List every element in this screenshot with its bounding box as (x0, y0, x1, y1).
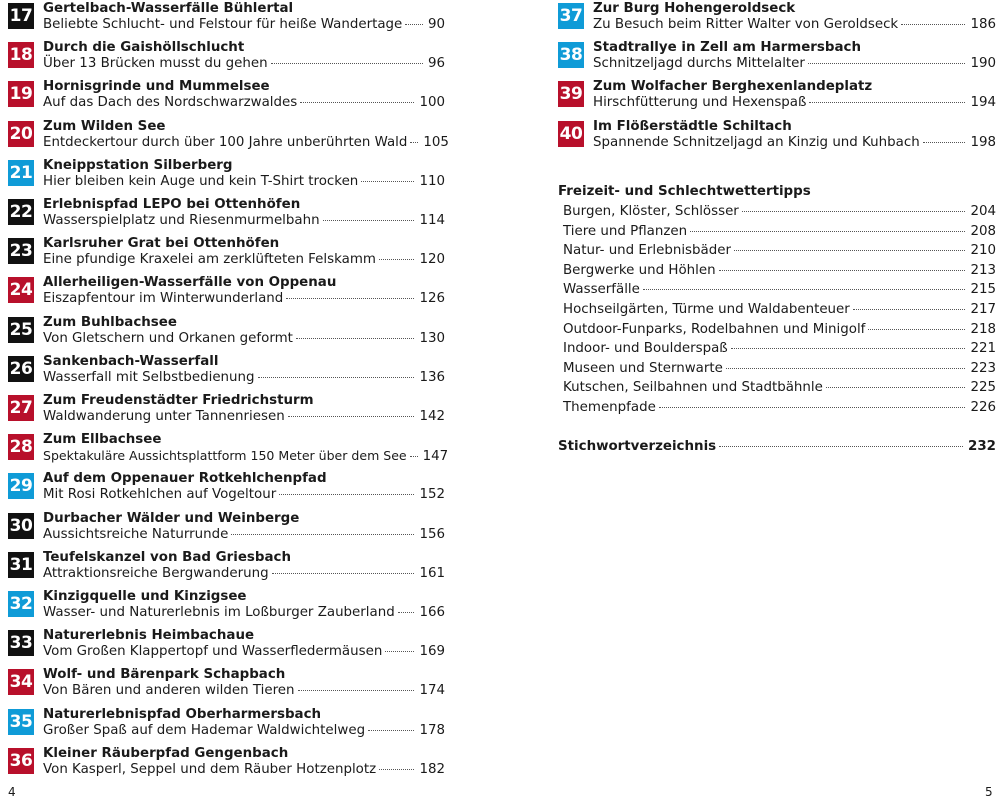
dot-leader (643, 289, 966, 290)
tour-subline (43, 134, 449, 151)
tip-label: Tiere und Pflanzen (563, 223, 688, 239)
toc-entry-25[interactable] (8, 314, 445, 350)
tip-label: Natur- und Erlebnisbäder (563, 243, 731, 259)
tour-number-badge: 39 (558, 81, 584, 107)
tip-page-number: 215 (970, 282, 996, 298)
tour-subtitle: Schnitzeljagd durchs Mittelalter (593, 56, 805, 72)
tour-subline (43, 643, 445, 660)
tour-number-badge: 25 (8, 317, 34, 343)
toc-entry-35[interactable] (8, 706, 445, 742)
dot-leader (288, 416, 415, 417)
tip-page-number: 208 (970, 223, 996, 239)
tour-subtitle: Hier bleiben kein Auge und kein T-Shirt trocken (43, 173, 359, 189)
tour-page-number: 147 (422, 449, 449, 465)
tour-subtitle: Wasserspielplatz und Riesenmurmelbahn (43, 213, 320, 228)
tour-subline (43, 565, 445, 582)
tour-title: Kinzigquelle und Kinzigsee (43, 589, 247, 604)
toc-entry-33[interactable] (8, 627, 445, 663)
tour-title: Gertelbach-Wasserfälle Bühlertal (43, 1, 294, 16)
tour-title: Im Flößerstädtle Schiltach (593, 118, 792, 134)
tour-subtitle: Zu Besuch beim Ritter Walter von Geroldseck (593, 17, 899, 32)
toc-entry-20[interactable] (8, 118, 449, 154)
tips-heading: Freizeit- und Schlechtwettertipps (558, 184, 811, 199)
tour-subline (43, 486, 445, 503)
tour-subtitle: Über 13 Brücken musst du gehen (43, 56, 268, 72)
page-number-right: 5 (985, 785, 993, 799)
tip-entry[interactable] (563, 399, 996, 416)
tip-label: Outdoor-Funparks, Rodelbahnen und Minigolf (563, 321, 866, 337)
tip-label: Hochseilgärten, Türme und Waldabenteuer (563, 302, 850, 317)
toc-entry-21[interactable] (8, 157, 445, 193)
tour-page-number: 136 (419, 369, 445, 385)
tour-subline (43, 408, 445, 425)
tour-subline (593, 94, 996, 111)
tour-number-badge: 32 (8, 591, 34, 617)
toc-entry-32[interactable] (8, 588, 445, 624)
tour-page-number: 166 (419, 605, 445, 620)
tour-subtitle: Beliebte Schlucht- und Felstour für heiße Wandertage (43, 17, 403, 32)
dot-leader (398, 612, 415, 613)
tour-number-badge: 17 (8, 3, 34, 29)
tour-subline (43, 173, 445, 190)
toc-entry-19[interactable] (8, 78, 445, 114)
tour-subtitle: Wasser- und Naturerlebnis im Loßburger Zauberland (43, 605, 395, 620)
tour-subtitle: Hirschfütterung und Hexenspaß (593, 95, 807, 111)
toc-entry-34[interactable] (8, 666, 445, 702)
tour-number-badge: 23 (8, 238, 34, 264)
tour-subline (43, 447, 449, 465)
tip-label: Indoor- und Boulderspaß (563, 341, 728, 357)
tip-label: Museen und Sternwarte (563, 360, 723, 376)
tip-entry[interactable] (563, 281, 996, 298)
tour-number-badge: 29 (8, 473, 34, 499)
dot-leader (379, 259, 415, 260)
toc-entry-38[interactable] (558, 39, 996, 75)
tour-page-number: 156 (419, 526, 445, 542)
tip-label: Burgen, Klöster, Schlösser (563, 204, 739, 219)
toc-entry-29[interactable] (8, 470, 445, 506)
tour-subtitle: Mit Rosi Rotkehlchen auf Vogeltour (43, 487, 277, 503)
tour-subtitle: Von Gletschern und Orkanen geformt (43, 330, 293, 346)
tour-number-badge: 33 (8, 630, 34, 656)
tour-number-badge: 22 (8, 199, 34, 225)
dot-leader (271, 63, 423, 64)
tour-title: Zum Buhlbachsee (43, 314, 177, 330)
tour-subline (43, 16, 445, 33)
tip-entry[interactable] (563, 242, 996, 259)
tour-subline (43, 682, 445, 699)
tour-page-number: 161 (419, 565, 445, 581)
dot-leader (690, 231, 965, 232)
tour-subtitle: Entdeckertour durch über 100 Jahre unberührten Wald (43, 134, 408, 150)
tour-page-number: 174 (419, 683, 445, 699)
tour-subline (43, 55, 445, 72)
tour-number-badge: 38 (558, 42, 584, 68)
tour-title: Durch die Gaishöllschlucht (43, 40, 245, 56)
tip-page-number: 221 (970, 341, 996, 357)
tip-label: Kutschen, Seilbahnen und Stadtbähnle (563, 380, 823, 396)
tour-page-number: 152 (419, 487, 445, 503)
dot-leader (734, 250, 965, 251)
dot-leader (286, 298, 414, 299)
tip-label: Themenpfade (563, 400, 656, 415)
tour-subline (43, 290, 445, 307)
tour-page-number: 90 (427, 17, 445, 32)
toc-entry-37[interactable] (558, 0, 996, 36)
dot-leader (410, 142, 418, 143)
tour-subline (43, 369, 445, 386)
tour-title: Durbacher Wälder und Weinberge (43, 510, 300, 526)
toc-entry-23[interactable] (8, 235, 445, 271)
dot-leader (300, 102, 414, 103)
tour-page-number: 96 (427, 56, 445, 72)
tour-subline (593, 134, 996, 151)
toc-entry-18[interactable] (8, 39, 445, 75)
toc-entry-31[interactable] (8, 549, 445, 585)
tour-number-badge: 26 (8, 356, 34, 382)
tour-subline (43, 212, 445, 229)
tip-label: Wasserfälle (563, 282, 640, 298)
dot-leader (901, 24, 965, 25)
tour-number-badge: 28 (8, 434, 34, 460)
tour-number-badge: 20 (8, 121, 34, 147)
tour-number-badge: 27 (8, 395, 34, 421)
index-label: Stichwortverzeichnis (558, 439, 717, 454)
toc-entry-40[interactable] (558, 118, 996, 154)
toc-entry-36[interactable] (8, 745, 445, 781)
dot-leader (808, 63, 966, 64)
dot-leader (385, 651, 414, 652)
tour-title: Sankenbach-Wasserfall (43, 353, 219, 369)
toc-entry-39[interactable] (558, 78, 996, 114)
tour-subline (593, 55, 996, 72)
dot-leader (361, 181, 414, 182)
toc-entry-22[interactable] (8, 196, 445, 232)
tour-title: Karlsruher Grat bei Ottenhöfen (43, 236, 280, 252)
toc-entry-28[interactable] (8, 431, 449, 467)
tour-subtitle: Wasserfall mit Selbstbedienung (43, 369, 255, 385)
tour-title: Teufelskanzel von Bad Griesbach (43, 549, 291, 565)
tip-page-number: 213 (970, 262, 996, 278)
dot-leader (826, 387, 966, 388)
tour-number-badge: 40 (558, 121, 584, 147)
tour-subline (43, 251, 445, 268)
tour-title: Zum Ellbachsee (43, 432, 162, 448)
tour-page-number: 169 (419, 644, 445, 660)
tip-page-number: 225 (970, 380, 996, 396)
tour-subtitle: Auf das Dach des Nordschwarzwaldes (43, 95, 298, 111)
tour-title: Stadtrallye in Zell am Harmersbach (593, 40, 861, 56)
tour-number-badge: 30 (8, 513, 34, 539)
tip-entry[interactable] (563, 360, 996, 377)
tip-page-number: 204 (970, 204, 996, 219)
dot-leader (809, 102, 965, 103)
dot-leader (296, 338, 415, 339)
dot-leader (379, 769, 414, 770)
tour-page-number: 178 (419, 722, 445, 738)
tour-number-badge: 37 (558, 3, 584, 29)
tour-page-number: 120 (419, 252, 445, 268)
tour-page-number: 182 (419, 761, 445, 777)
tour-subline (593, 16, 996, 33)
tour-subtitle: Eine pfundige Kraxelei am zerklüfteten Felskamm (43, 252, 376, 268)
toc-entry-30[interactable] (8, 510, 445, 546)
dot-leader (368, 730, 414, 731)
tour-page-number: 194 (970, 95, 996, 111)
dot-leader (731, 348, 966, 349)
tour-subline (43, 722, 445, 739)
dot-leader (231, 534, 414, 535)
toc-entry-24[interactable] (8, 274, 445, 310)
tip-entry[interactable] (563, 223, 996, 240)
dot-leader (323, 220, 415, 221)
tour-title: Kleiner Räuberpfad Gengenbach (43, 745, 289, 761)
tour-title: Wolf- und Bärenpark Schapbach (43, 667, 286, 683)
dot-leader (410, 456, 418, 457)
tour-title: Auf dem Oppenauer Rotkehlchenpfad (43, 471, 327, 487)
tip-page-number: 223 (970, 360, 996, 376)
tour-title: Zum Wilden See (43, 118, 166, 134)
tour-page-number: 105 (423, 134, 449, 150)
dot-leader (298, 690, 415, 691)
tip-page-number: 217 (970, 302, 996, 317)
tour-number-badge: 36 (8, 748, 34, 774)
tour-subline (43, 94, 445, 111)
tour-subtitle: Vom Großen Klappertopf und Wasserfledermäusen (43, 644, 383, 660)
tour-subline (43, 330, 445, 347)
tour-subtitle: Attraktionsreiche Bergwanderung (43, 565, 269, 581)
tour-number-badge: 19 (8, 81, 34, 107)
tip-label: Bergwerke und Höhlen (563, 262, 716, 278)
tour-page-number: 130 (419, 330, 445, 346)
dot-leader (868, 329, 965, 330)
tip-entry[interactable] (563, 301, 996, 318)
tour-subtitle: Von Kasperl, Seppel und dem Räuber Hotzenplotz (43, 761, 377, 777)
tip-entry[interactable] (563, 340, 996, 357)
tip-page-number: 210 (970, 243, 996, 259)
tour-page-number: 100 (419, 95, 445, 111)
tour-number-badge: 21 (8, 160, 34, 186)
tour-title: Erlebnispfad LEPO bei Ottenhöfen (43, 197, 301, 212)
toc-entry-17[interactable] (8, 0, 445, 36)
dot-leader (726, 368, 966, 369)
tour-title: Kneippstation Silberberg (43, 157, 233, 173)
toc-entry-26[interactable] (8, 353, 445, 389)
tour-page-number: 190 (970, 56, 996, 72)
tour-subline (43, 526, 445, 543)
index-entry[interactable] (558, 438, 996, 455)
dot-leader (272, 573, 415, 574)
page-number-left: 4 (8, 785, 16, 799)
tour-subtitle: Spannende Schnitzeljagd an Kinzig und Kuhbach (593, 134, 920, 150)
tour-page-number: 142 (419, 409, 445, 424)
tour-page-number: 126 (419, 291, 445, 307)
tour-page-number: 186 (970, 17, 996, 32)
dot-leader (853, 309, 966, 310)
tip-page-number: 226 (970, 400, 996, 415)
tour-subline (43, 604, 445, 621)
dot-leader (258, 377, 415, 378)
tour-number-badge: 18 (8, 42, 34, 68)
tour-title: Naturerlebnis Heimbachaue (43, 628, 255, 644)
dot-leader (719, 446, 963, 447)
dot-leader (742, 211, 966, 212)
tour-title: Hornisgrinde und Mummelsee (43, 79, 270, 95)
tour-subtitle: Aussichtsreiche Naturrunde (43, 526, 229, 542)
toc-entry-27[interactable] (8, 392, 445, 428)
tour-number-badge: 34 (8, 669, 34, 695)
index-page: 232 (968, 439, 996, 454)
tour-subtitle: Großer Spaß auf dem Hademar Waldwichtelweg (43, 722, 366, 738)
dot-leader (659, 407, 966, 408)
tip-page-number: 218 (970, 321, 996, 337)
tour-title: Zum Wolfacher Berghexenlandeplatz (593, 79, 873, 95)
tour-number-badge: 31 (8, 552, 34, 578)
dot-leader (923, 142, 966, 143)
tip-entry[interactable] (563, 262, 996, 279)
tour-title: Naturerlebnispfad Oberharmersbach (43, 706, 322, 722)
tour-page-number: 114 (419, 213, 445, 228)
tour-subtitle: Von Bären und anderen wilden Tieren (43, 683, 295, 699)
dot-leader (405, 24, 423, 25)
tour-page-number: 198 (970, 134, 996, 150)
tip-entry[interactable] (563, 321, 996, 338)
tour-subtitle: Spektakuläre Aussichtsplattform 150 Meter über dem See (43, 448, 407, 464)
tip-entry[interactable] (563, 379, 996, 396)
tour-number-badge: 35 (8, 709, 34, 735)
tour-title: Allerheiligen-Wasserfälle von Oppenau (43, 275, 337, 291)
tour-subtitle: Eiszapfentour im Winterwunderland (43, 291, 284, 307)
tour-subtitle: Waldwanderung unter Tannenriesen (43, 409, 285, 424)
tour-page-number: 110 (419, 173, 445, 189)
tour-subline (43, 761, 445, 778)
dot-leader (279, 494, 414, 495)
tour-title: Zur Burg Hohengeroldseck (593, 1, 796, 16)
tip-entry[interactable] (563, 203, 996, 220)
tour-number-badge: 24 (8, 277, 34, 303)
tour-title: Zum Freudenstädter Friedrichsturm (43, 393, 314, 408)
dot-leader (719, 270, 966, 271)
